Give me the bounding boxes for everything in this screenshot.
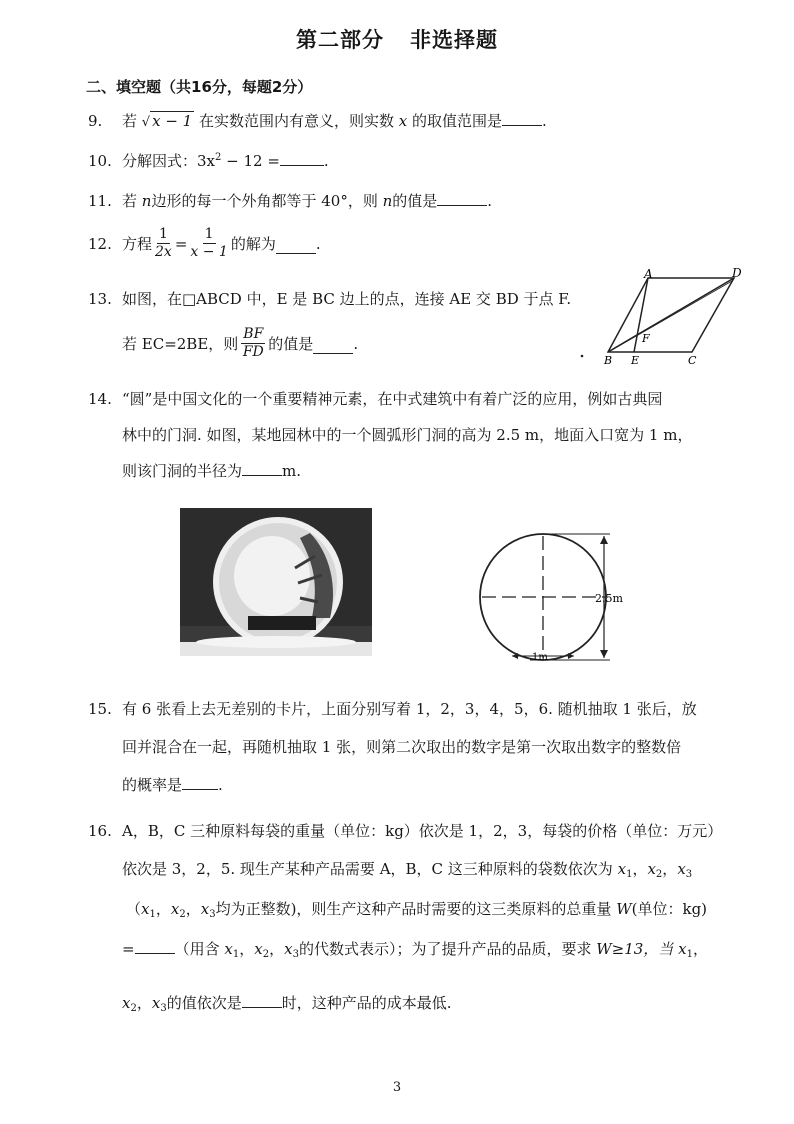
question-16-line2: 依次是 3，2，5. 现生产某种产品需要 A，B，C 这三种原料的袋数依次为 $x_1$，$x_2$，$x_3$ [122, 860, 693, 880]
height-label: 2.5m [595, 592, 623, 605]
q10-pre: 分解因式：3x [122, 152, 216, 170]
q15-end: . [218, 776, 223, 794]
page-title [0, 24, 794, 54]
question-number: 13. [88, 290, 112, 308]
question-16-line4: = （用含 $x_1$，$x_2$，$x_3$的代数式表示）；为了提升产品的品质，要求 W≥13，当 $x_1$， [122, 940, 708, 960]
q13-tail: 的值是 [268, 335, 314, 353]
question-15-line1 [88, 690, 697, 728]
question-13-line2 [122, 326, 358, 361]
question-15-line3 [122, 766, 223, 804]
q13-end: . [353, 334, 359, 353]
denominator: FD [242, 344, 264, 360]
q10-post: − 12 = [221, 152, 280, 170]
question-number: 9. [88, 112, 103, 130]
question-14-line2: 林中的门洞. 如图，某地园林中的一个圆弧形门洞的高为 2.5 m，地面入口宽为 1 m， [122, 426, 693, 444]
q16-line5-mid: 的值依次是 [166, 994, 242, 1012]
question-15-line2: 回并混合在一起，再随机抽取 1 张，则第二次取出的数字是第一次取出数字的整数倍 [122, 738, 682, 756]
circle-arch-diagram [470, 520, 650, 670]
question-14-line1 [88, 380, 662, 418]
label-E: E [631, 354, 640, 367]
question-number: 10. [88, 152, 112, 170]
q11-pre: 若 [122, 192, 138, 210]
sqrt-sign: √ [141, 115, 151, 130]
q10-exp: 2 [215, 152, 222, 163]
q13-text: 如图，在□ABCD 中，E 是 BC 边上的点，连接 AE 交 BD 于点 F. [122, 290, 572, 308]
denominator: 2x [155, 244, 172, 260]
answer-blank[interactable] [242, 462, 282, 476]
label-D: D [732, 266, 742, 280]
q16-line4-mid: （用含 [174, 940, 220, 958]
question-14-line3 [122, 452, 301, 490]
question-10 [88, 150, 329, 171]
q15-pre: 的概率是 [122, 776, 183, 794]
question-13-line1 [88, 288, 571, 309]
q14-line1: “圆”是中国文化的一个重要精神元素，在中式建筑中有着广泛的应用，例如古典园 [122, 390, 663, 408]
question-16-line3: （$x_1$，$x_2$，$x_3$均为正整数)，则生产这种产品时需要的这三类原料的总重量 W(单位：kg) [126, 900, 708, 920]
q11-var2: n [382, 192, 393, 210]
numerator: BF [243, 326, 264, 342]
q16-line1: A，B，C 三种原料每袋的重量（单位：kg）依次是 1，2，3，每袋的价格（单位：万元） [122, 822, 723, 840]
q11-mid: 边形的每一个外角都等于 40°，则 [151, 192, 378, 210]
question-12 [88, 226, 321, 261]
section-heading: 二、填空题（共16分，每题2分） [86, 78, 313, 96]
q11-var: n [141, 192, 152, 210]
answer-blank[interactable] [276, 240, 316, 254]
answer-blank[interactable] [182, 776, 218, 790]
question-number: 15. [88, 700, 112, 718]
answer-blank[interactable] [437, 192, 487, 206]
title-text: 非选择题 [410, 28, 498, 52]
q9-pre: 若 [122, 112, 138, 130]
q15-line1: 有 6 张看上去无差别的卡片，上面分别写着 1，2，3，4，5，6. 随机抽取 1 张后，放 [122, 700, 697, 718]
question-9 [88, 110, 547, 131]
moon-gate-illustration [180, 508, 372, 656]
q9-end: . [542, 112, 547, 130]
q12-pre: 方程 [122, 235, 153, 253]
title-part: 第二部分 [296, 28, 384, 52]
answer-blank-2[interactable] [242, 994, 282, 1008]
question-16-line1 [88, 812, 722, 850]
numerator: 1 [158, 226, 168, 242]
answer-blank-1[interactable] [135, 940, 175, 954]
numerator: 1 [204, 226, 214, 242]
q14-post: m. [282, 462, 302, 480]
q14-pre: 则该门洞的半径为 [122, 462, 243, 480]
q13-pre2: 若 EC=2BE，则 [122, 335, 239, 353]
q16-line5-tail: 时，这种产品的成本最低. [281, 994, 452, 1012]
question-11 [88, 190, 492, 211]
q9-tail: 的取值范围是 [412, 112, 503, 130]
q16-line3-tail: (单位：kg) [631, 900, 708, 918]
label-C: C [688, 354, 697, 367]
equals-sign: = [174, 234, 188, 253]
fraction [241, 326, 265, 361]
fraction [190, 226, 227, 261]
q16-line2: 依次是 3，2，5. 现生产某种产品需要 A，B，C 这三种原料的袋数依次为 [122, 860, 613, 878]
label-F: F [642, 332, 650, 345]
question-number: 12. [88, 234, 112, 253]
q11-end: . [487, 192, 493, 210]
question-16-line5: $x_2$，$x_3$的值依次是 时，这种产品的成本最低. [122, 994, 452, 1014]
denominator: x − 1 [190, 244, 228, 260]
moon-gate-photo [180, 508, 372, 656]
answer-blank[interactable] [313, 340, 353, 354]
q16-line3: 均为正整数)，则生产这种产品时需要的这三类原料的总重量 [215, 900, 612, 918]
answer-blank[interactable] [502, 112, 542, 126]
fraction [155, 226, 172, 261]
answer-blank[interactable] [280, 152, 324, 166]
q16-line4-mid2: 的代数式表示）；为了提升产品的品质，要求 [298, 940, 592, 958]
q9-var: x [398, 112, 408, 130]
q12-end: . [315, 234, 321, 253]
question-number: 16. [88, 822, 112, 840]
question-number: 11. [88, 192, 112, 210]
question-number: 14. [88, 390, 112, 408]
q9-radicand: x − 1 [152, 112, 193, 130]
q16-condition: W≥13，当 [596, 940, 674, 958]
parallelogram-figure [574, 266, 750, 368]
q11-tail: 的值是 [392, 192, 438, 210]
label-A: A [644, 267, 653, 281]
page-number: 3 [392, 1080, 402, 1095]
width-label: 1m [532, 652, 548, 663]
q9-post: 在实数范围内有意义，则实数 [198, 112, 394, 130]
q12-tail: 的解为 [230, 235, 276, 253]
label-B: B [604, 354, 613, 367]
q10-end: . [323, 152, 329, 170]
